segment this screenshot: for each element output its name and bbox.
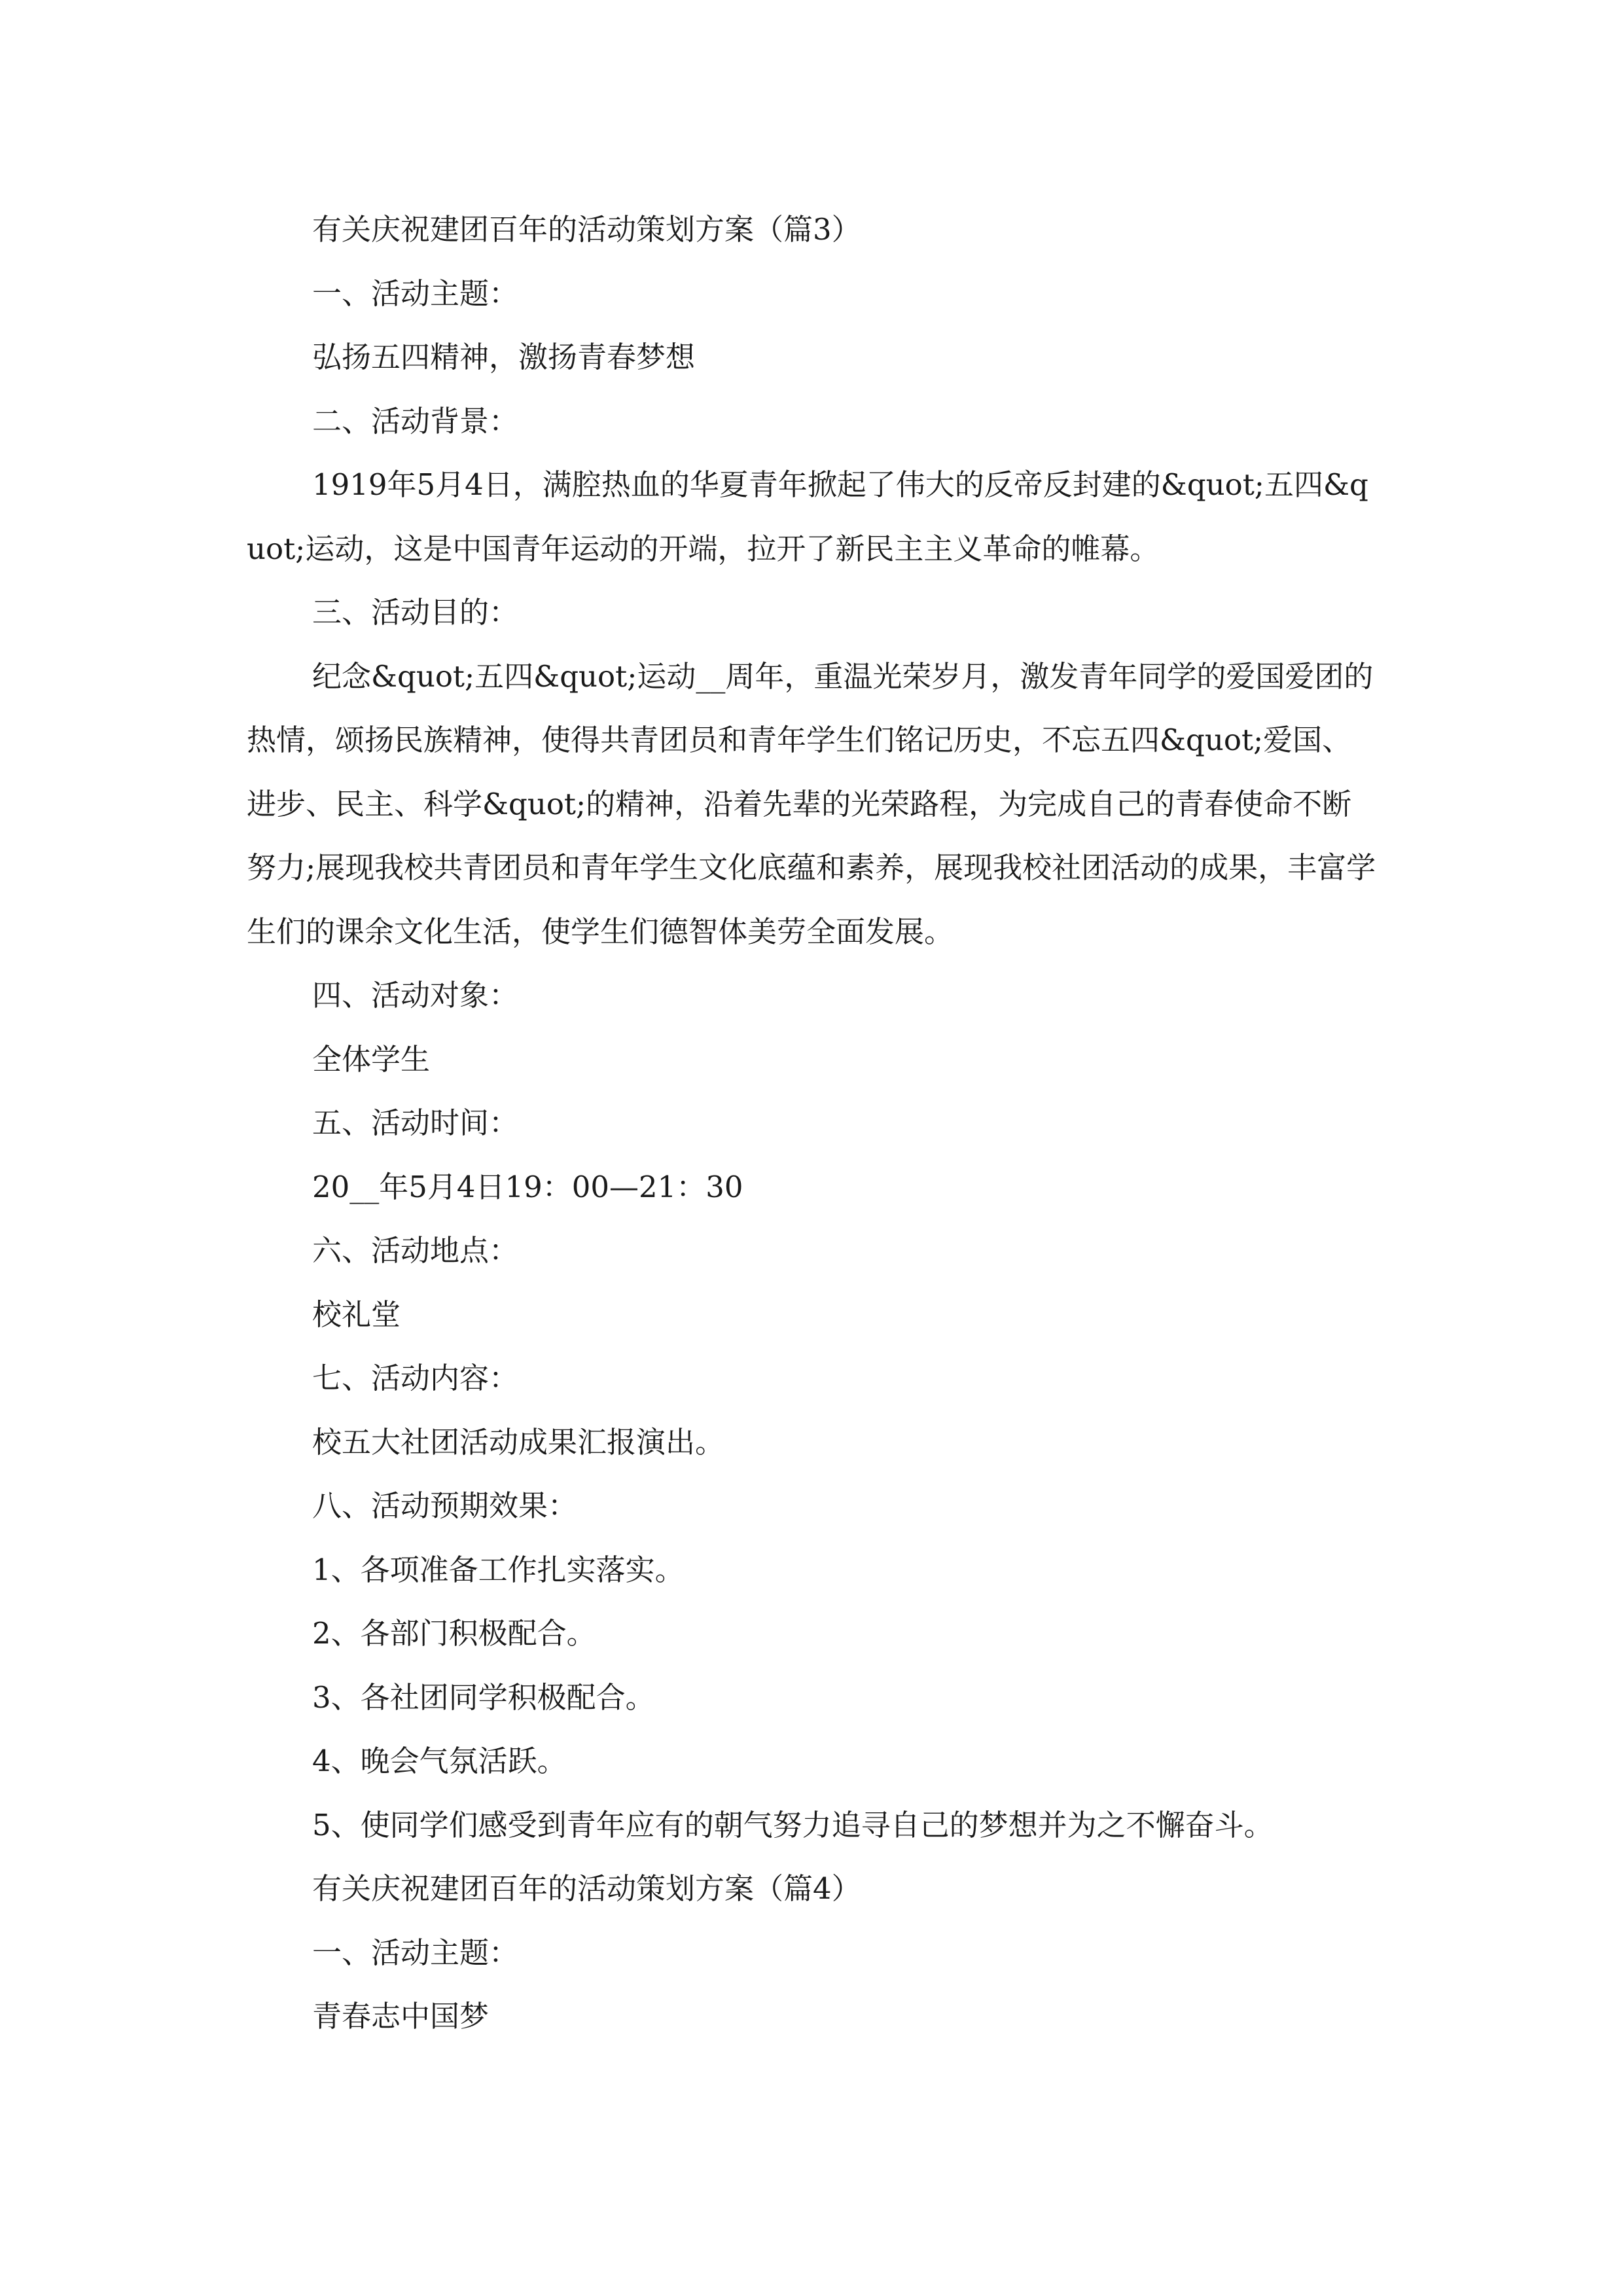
- paragraph-theme-text: 弘扬五四精神，激扬青春梦想: [312, 340, 696, 374]
- paragraph-effect-2: 2、各部门积极配合。: [312, 1616, 596, 1651]
- document-body: [247, 198, 1379, 2049]
- paragraph-effect-3: 3、各社团同学积极配合。: [312, 1679, 655, 1715]
- paragraph-heading-theme-part4: 一、活动主题：: [312, 1935, 519, 1970]
- paragraph-effect-4: 4、晚会气氛活跃。: [312, 1744, 567, 1778]
- paragraph-title-part3: 有关庆祝建团百年的活动策划方案（篇3）: [312, 212, 861, 247]
- paragraph-background-text: 1919年5月4日，满腔热血的华夏青年掀起了伟大的反帝反封建的&quot;五四&quot;运动，这是中国青年运动的开端，拉开了新民主主义革命的帷幕。: [247, 467, 1368, 566]
- paragraph-heading-background: 二、活动背景：: [312, 403, 519, 439]
- paragraph-content-text: 校五大社团活动成果汇报演出。: [312, 1424, 725, 1460]
- paragraph-heading-purpose: 三、活动目的：: [312, 595, 519, 630]
- paragraph-purpose-text: 纪念&quot;五四&quot;运动__周年，重温光荣岁月，激发青年同学的爱国爱团的热情，颂扬民族精神，使得共青团员和青年学生们铭记历史，不忘五四&quot;爱国、进步、民主、科学&quot;的精神，沿着先辈的光荣路程，为完成自己的青春使命不断努力;展现我校共青团员和青年学生文化底蕴和素养，展现我校社团活动的成果，丰富学生们的课余文化生活，使学生们德智体美劳全面发展。: [247, 658, 1376, 949]
- paragraph-heading-time: 五、活动时间：: [312, 1105, 519, 1140]
- paragraph-heading-theme: 一、活动主题：: [312, 276, 519, 311]
- paragraph-effect-1: 1、各项准备工作扎实落实。: [312, 1552, 685, 1587]
- paragraph-location-text: 校礼堂: [312, 1297, 401, 1332]
- paragraph-heading-content: 七、活动内容：: [312, 1361, 519, 1395]
- paragraph-time-text: 20__年5月4日19：00—21：30: [312, 1169, 743, 1204]
- paragraph-audience-text: 全体学生: [312, 1041, 431, 1077]
- paragraph-heading-location: 六、活动地点：: [312, 1233, 519, 1268]
- paragraph-title-part4: 有关庆祝建团百年的活动策划方案（篇4）: [312, 1871, 861, 1906]
- paragraph-effect-5: 5、使同学们感受到青年应有的朝气努力追寻自己的梦想并为之不懈奋斗。: [312, 1807, 1274, 1842]
- paragraph-heading-audience: 四、活动对象：: [312, 978, 519, 1013]
- paragraph-theme-text-part4: 青春志中国梦: [312, 1999, 490, 2034]
- paragraph-heading-effects: 八、活动预期效果：: [312, 1488, 578, 1523]
